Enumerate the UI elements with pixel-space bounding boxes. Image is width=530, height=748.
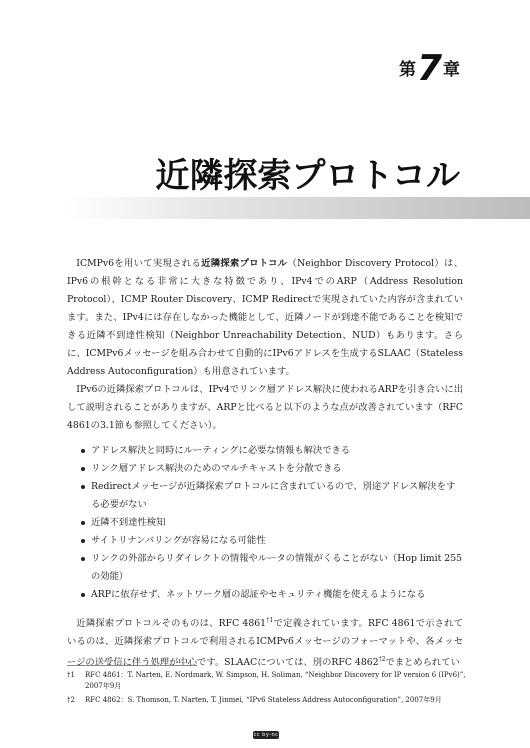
footnote-text: RFC 4861：T. Narten, E. Nordmark, W. Simpson, H. Soliman, “Neighbor Discovery for IP version 6 (IPv6)”, 2007年9月 [85,671,466,690]
list-item: リンクの外部からリダイレクトの情報やルータの情報がくることがない（Hop limit 255の効能） [81,550,463,586]
chapter-prefix: 第 [398,60,416,80]
footnote-divider [67,665,197,666]
paragraph-arp-comparison: IPv6の近隣探索プロトコルは、IPv4でリンク層アドレス解決に使われるARPを引き合いに出して説明されることがありますが、ARPと比べると以下のような点が改善されています（RFC 4861の3.1節も参照してください）。 [67,384,464,431]
list-item: アドレス解決と同時にルーティングに必要な情報も解決できる [81,442,463,460]
footnote-text: RFC 4862：S. Thomson, T. Narten, T. Jinmei, “IPv6 Stateless Address Autoconfiguration”, 2007年9月 [85,696,442,704]
paragraph-rfc [67,612,463,672]
list-item: ARPに依存せず、ネットワーク層の認証やセキュリティ機能を使えるようになる [81,586,463,604]
chapter-number: 7 [416,48,442,89]
list-item: Redirectメッセージが近隣探索プロトコルに含まれているので、別途アドレス解決をする必要がない [81,478,463,514]
footnote-1 [67,670,467,692]
paragraph-rfc-part3: でまとめられてい [385,657,460,668]
improvement-list [67,442,463,604]
paragraph-rfc-part1: 近隣探索プロトコルそのものは、RFC 4861 [76,618,267,629]
chapter-label [399,48,460,89]
paragraph-intro-lead: ICMPv6を用いて実現される [76,258,202,269]
footnote-2 [67,695,467,706]
list-item: サイトリナンバリングが容易になる可能性 [81,532,463,550]
list-item: リンク層アドレス解決のためのマルチキャストを分散できる [81,460,463,478]
footnote-ref-2[interactable]: †2 [378,656,386,663]
paragraph-intro [67,255,463,381]
list-item: 近隣不到達性検知 [81,514,463,532]
footnote-mark: †1 [67,671,75,679]
footnote-mark: †2 [67,696,75,704]
footnote-ref-1[interactable]: †1 [266,617,274,624]
footnotes [67,670,467,709]
body-text [67,255,463,672]
title-gradient-band [67,197,530,219]
chapter-suffix: 章 [443,60,460,80]
paragraph-intro-rest: （Neighbor Discovery Protocol）は、IPv6の根幹となる非常に大きな特徴であり、IPv4でのARP（Address Resolution Protocol）、ICMP Router Discovery、ICMP Redirectで実現されていた内容が含まれています。また、IPv4には存在しなかった機能として、近隣ノードが到達不能であることを検知できる近隣不到達性検知（Neighbor Unreachability Detection、NUD）もあります。さらに、ICMPv6メッセージを組み合わせて自動的にIPv6アドレスを生成するSLAAC（Stateless Address Autoconfiguration）も用意されています。 [67,258,463,377]
chapter-title: 近隣探索プロトコル [155,156,460,196]
paragraph-rfc-part2: で定義されています。RFC 4861で示されているのは、近隣探索プロトコルで利用されるICMPv6メッセージのフォーマットや、各メッセージの送受信に伴う処理が中心です。SLAACについては、別のRFC 4862 [67,618,463,668]
license-badge: cc by-nc [253,732,279,738]
keyword-neighbor-discovery: 近隣探索プロトコル [201,258,288,269]
